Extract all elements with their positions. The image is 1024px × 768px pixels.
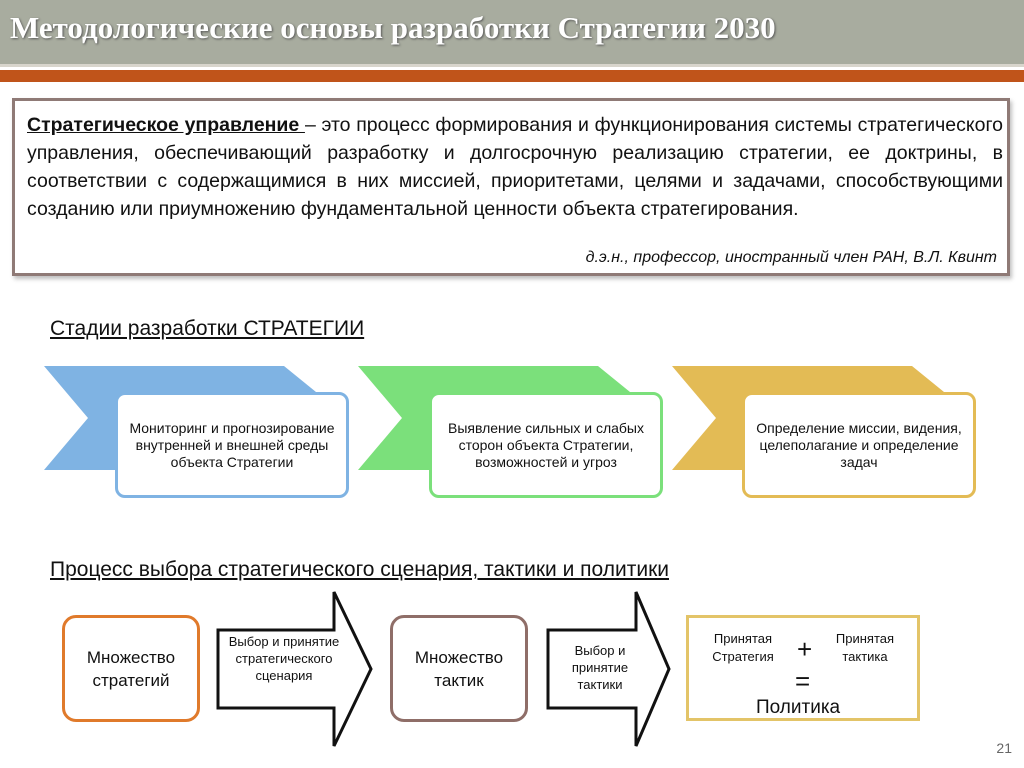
header-divider — [0, 64, 1024, 67]
accepted-tactic: Принятая тактика — [835, 631, 895, 664]
header-bar — [0, 0, 1024, 64]
process-title: Процесс выбора стратегического сценария, тактики и политики — [50, 558, 669, 581]
stage-box-3: Определение миссии, видения, целеполагание и определение задач — [742, 392, 976, 498]
definition-body: – это процесс формирования и функционирования системы стратегического управления, обеспечивающий разработку и долгосрочную реализацию стратегии, ее доктрины, в соответствии с содержащимися в них миссией, приоритетами, целями и задачами, способствующими созданию или приумножению фундаментальной ценности объекта стратегирования. — [27, 114, 1003, 220]
plus-sign: + — [797, 634, 813, 664]
definition-author: д.э.н., профессор, иностранный член РАН, В.Л. Квинт — [585, 249, 997, 266]
result-box — [686, 615, 920, 721]
policy-label: Политика — [756, 697, 841, 718]
definition-text-block — [27, 111, 1003, 223]
definition-term: Стратегическое управление — [27, 114, 305, 136]
stage-box-1: Мониторинг и прогнозирование внутренней и внешней среды объекта Стратегии — [115, 392, 349, 498]
page-number: 21 — [996, 740, 1012, 756]
tactics-set-box: Множество тактик — [390, 615, 528, 722]
select-scenario-label: Выбор и принятие стратегического сценария — [228, 634, 340, 683]
definition-box — [12, 98, 1010, 276]
accepted-strategy: Принятая Стратегия — [712, 631, 774, 664]
header-accent-stripe — [0, 70, 1024, 82]
stages-title: Стадии разработки СТРАТЕГИИ — [50, 317, 365, 340]
select-tactic-label: Выбор и принятие тактики — [571, 643, 629, 692]
stage-box-2: Выявление сильных и слабых сторон объекта Стратегии, возможностей и угроз — [429, 392, 663, 498]
strategies-set-box: Множество стратегий — [62, 615, 200, 722]
slide-title: Методологические основы разработки Стратегии 2030 — [10, 10, 776, 45]
equals-sign: = — [795, 666, 811, 696]
